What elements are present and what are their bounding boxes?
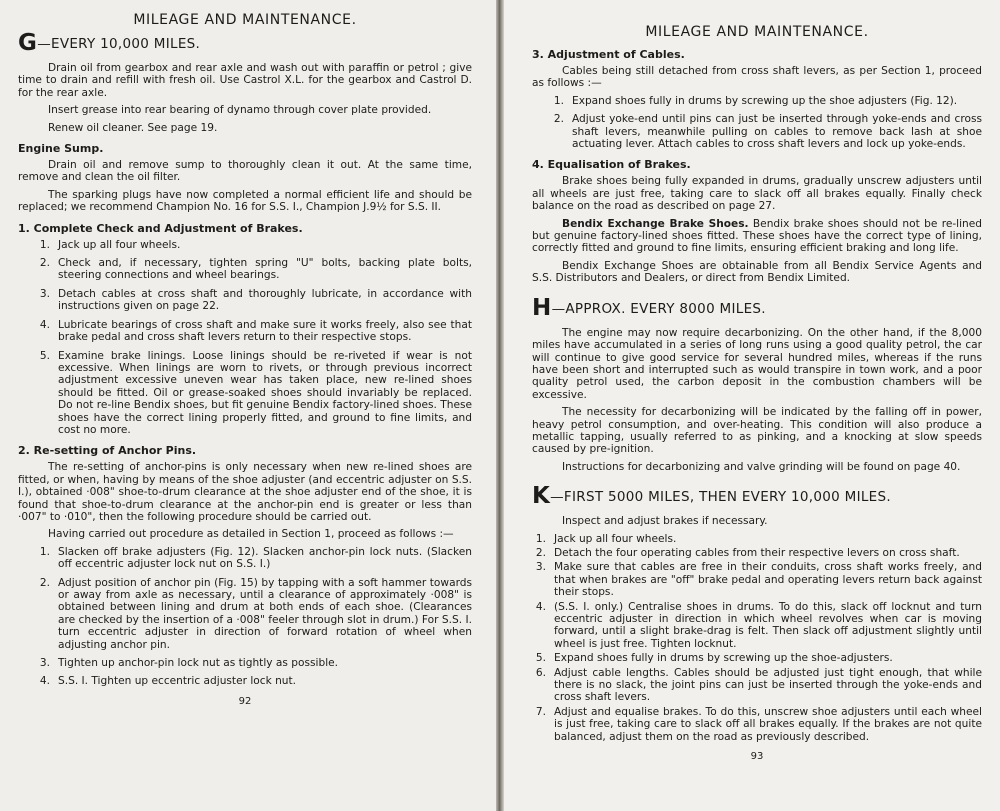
item-number: 7. (535, 705, 546, 718)
paragraph: Drain oil from gearbox and rear axle and wash out with paraffin or petrol ; give time to drain and refill with fresh oil. Use Castrol X.L. for the gearbox and Castrol D. for the rear axle. (18, 62, 472, 99)
list-item (18, 239, 472, 251)
item-text: Detach the four operating cables from their respective levers on cross shaft. (554, 546, 960, 559)
item-number: 3. (39, 287, 50, 300)
running-head: MILEAGE AND MAINTENANCE. (645, 24, 869, 40)
item-text: Make sure that cables are free in their conduits, cross shaft works freely, and that when brakes are "off" brake pedal and operating levers return back against their stops. (554, 561, 982, 599)
item-number: 2. (553, 113, 564, 126)
item-number: 1. (39, 238, 50, 251)
list-item (18, 577, 472, 651)
left-page (0, 0, 496, 811)
book-gutter (496, 0, 504, 811)
item-number: 2. (39, 576, 50, 589)
list-item (532, 95, 982, 107)
paragraph: The sparking plugs have now completed a normal efficient life and should be replaced; we recommend Champion No. 16 for S.S. I., Champion J.9½ for S.S. II. (18, 188, 472, 214)
item-text: Jack up all four wheels. (58, 238, 181, 251)
subheading-engine-sump: Engine Sump. (18, 142, 104, 156)
bendix-label: Bendix Exchange Brake Shoes. (562, 217, 749, 230)
item-text: Jack up all four wheels. (554, 532, 677, 545)
section-g-heading (18, 30, 472, 56)
item-text: Examine brake linings. Loose linings should be re-riveted if wear is not excessive. When linings are worn to rivets, or through previous incorrect adjustment excessive uneven wear has taken place, new re-lined shoes should be fitted. Oil or grease-soaked shoes should invariably be replaced. Do not re-line Bendix shoes, but fit genuine Bendix factory-lined shoes. These shoes have the correct lining properly fitted, and ground to fine limits, and cost no more. (58, 349, 472, 436)
paragraph: Having carried out procedure as detailed in Section 1, proceed as follows :— (48, 528, 454, 541)
item-number: 1. (535, 532, 546, 545)
item-number: 2. (39, 257, 50, 270)
paragraph: Cables being still detached from cross shaft levers, as per Section 1, proceed as follows :— (532, 65, 982, 90)
paragraph: Inspect and adjust brakes if necessary. (562, 515, 768, 528)
item-text: (S.S. I. only.) Centralise shoes in drums. To do this, slack off locknut and turn eccentric adjuster in direction in which wheel revolves when car is moving forward, until a slight brake-drag is felt. Then slack off adjustment slightly until wheel is just free. Tighten locknut. (554, 600, 982, 650)
list-item (18, 675, 472, 687)
cables-list (532, 95, 982, 151)
list-item (532, 706, 982, 743)
item-text: S.S. I. Tighten up eccentric adjuster lock nut. (58, 675, 297, 688)
item-text: Detach cables at cross shaft and thoroughly lubricate, in accordance with instructions given on page 22. (58, 287, 472, 313)
subheading-brakes: 1. Complete Check and Adjustment of Brakes. (18, 221, 303, 235)
item-text: Expand shoes fully in drums by screwing up the shoe adjusters (Fig. 12). (572, 94, 958, 107)
item-number: 4. (39, 675, 50, 688)
list-item (532, 667, 982, 704)
item-number: 1. (553, 94, 564, 107)
item-number: 5. (535, 652, 546, 665)
item-text: Adjust position of anchor pin (Fig. 15) by tapping with a soft hammer towards or away from axle as necessary, until a clearance of approximately ·008" is obtained between lining and drum at both ends of each shoe. (Clearances are checked by the insertion of a ·008" feeler through slot in drum.) For S.S. I. turn eccentric adjuster in direction of forward rotation of wheel when adjusting anchor pin. (58, 576, 472, 651)
list-item (532, 547, 982, 559)
paragraph-bendix (532, 218, 982, 255)
page-number: 93 (750, 751, 764, 763)
item-number: 4. (39, 318, 50, 331)
section-title: —EVERY 10,000 MILES. (37, 36, 201, 52)
list-item (532, 601, 982, 651)
paragraph: Instructions for decarbonizing and valve grinding will be found on page 40. (562, 460, 961, 473)
paragraph: Brake shoes being fully expanded in drums, gradually unscrew adjusters until all wheels are just free, taking care to slack off all brakes equally. Finally check balance on the road as described on page 27. (532, 175, 982, 213)
paragraph: Bendix Exchange Shoes are obtainable from all Bendix Service Agents and S.S. Distributors and Dealers, or direct from Bendix Limited. (532, 259, 982, 285)
list-item (18, 350, 472, 437)
item-number: 3. (39, 657, 50, 670)
item-number: 1. (39, 545, 50, 558)
item-number: 4. (535, 600, 546, 613)
item-text: Tighten up anchor-pin lock nut as tightly as possible. (58, 657, 339, 670)
item-number: 5. (39, 349, 50, 362)
item-text: Check and, if necessary, tighten spring "U" bolts, backing plate bolts, steering connections and wheel bearings. (58, 257, 472, 282)
list-item (18, 257, 472, 282)
list-item (532, 652, 982, 664)
paragraph: The engine may now require decarbonizing. On the other hand, if the 8,000 miles have accumulated in a series of long runs using a good quality petrol, the car will continue to give good service for several hundred miles, whereas if the runs have been short and interrupted such as would transpire in town work, and a poor quality petrol used, the carbon deposit in the combustion chambers will be excessive. (532, 326, 982, 401)
item-text: Slacken off brake adjusters (Fig. 12). Slacken anchor-pin lock nuts. (Slacken off eccentric adjuster lock nut on S.S. I.) (58, 545, 472, 571)
page-number: 92 (238, 695, 252, 707)
list-item (18, 288, 472, 313)
item-text: Adjust cable lengths. Cables should be adjusted just tight enough, that while there is no slack, the joint pins can just be inserted through the yoke-ends and cross shaft levers. (554, 666, 982, 704)
list-item (18, 546, 472, 571)
item-text: Expand shoes fully in drums by screwing up the shoe-adjusters. (554, 652, 893, 665)
list-item (532, 533, 982, 545)
list-item (18, 319, 472, 344)
running-head: MILEAGE AND MAINTENANCE. (133, 12, 357, 28)
list-item (18, 657, 472, 669)
section-title: —FIRST 5000 MILES, THEN EVERY 10,000 MILES. (550, 489, 891, 506)
section-letter: H (532, 294, 552, 321)
bendix-text: Bendix brake shoes should not be re-lined but genuine factory-lined shoes fitted. These shoes have the correct type of lining, correctly fitted and ground to fine limits, ensuring efficient braking and long life. (532, 217, 982, 255)
subheading-anchor-pins: 2. Re-setting of Anchor Pins. (18, 444, 197, 458)
anchor-list (18, 546, 472, 688)
subheading-equalisation: 4. Equalisation of Brakes. (532, 158, 691, 172)
item-number: 3. (535, 561, 546, 574)
item-text: Adjust yoke-end until pins can just be inserted through yoke-ends and cross shaft levers, meanwhile pulling on cables to remove back lash at shoe actuating lever. Attach cables to cross shaft levers and lock up yoke-ends. (572, 113, 982, 151)
paragraph: The re-setting of anchor-pins is only necessary when new re-lined shoes are fitted, or when, having by means of the shoe adjuster (and eccentric adjuster on S.S. I.), obtained ·008" shoe-to-drum clearance at the shoe adjuster end of the shoe, it is found that shoe-to-drum clearance at the anchor-pin end is greater or less than ·007" to ·010", then the following procedure should be carried out. (18, 461, 472, 523)
section-letter: G (18, 30, 38, 56)
subheading-cables: 3. Adjustment of Cables. (532, 48, 685, 61)
section-letter: K (532, 483, 551, 510)
paragraph: Insert grease into rear bearing of dynamo through cover plate provided. (48, 104, 432, 117)
list-item (532, 113, 982, 150)
paragraph: Renew oil cleaner. See page 19. (48, 121, 218, 134)
paragraph: The necessity for decarbonizing will be indicated by the falling off in power, heavy petrol consumption, and over-heating. This condition will also produce a metallic tapping, usually referred to as pinking, and a knocking at slow speeds caused by pre-ignition. (532, 406, 982, 456)
item-number: 2. (535, 546, 546, 559)
list-item (532, 561, 982, 598)
item-number: 6. (535, 666, 546, 679)
right-page (504, 0, 1000, 811)
paragraph: Drain oil and remove sump to thoroughly clean it out. At the same time, remove and clean the oil filter. (18, 159, 472, 184)
section-k-heading (532, 483, 982, 509)
k-list (532, 533, 982, 744)
section-title: —APPROX. EVERY 8000 MILES. (551, 300, 766, 317)
brakes-list (18, 239, 472, 437)
item-text: Lubricate bearings of cross shaft and make sure it works freely, also see that brake pedal and cross shaft levers return to their respective stops. (58, 318, 472, 344)
section-h-heading (532, 295, 982, 321)
item-text: Adjust and equalise brakes. To do this, unscrew shoe adjusters until each wheel is just free, taking care to slack off all brakes equally. If the brakes are not quite balanced, adjust them on the road as previously described. (554, 705, 982, 743)
